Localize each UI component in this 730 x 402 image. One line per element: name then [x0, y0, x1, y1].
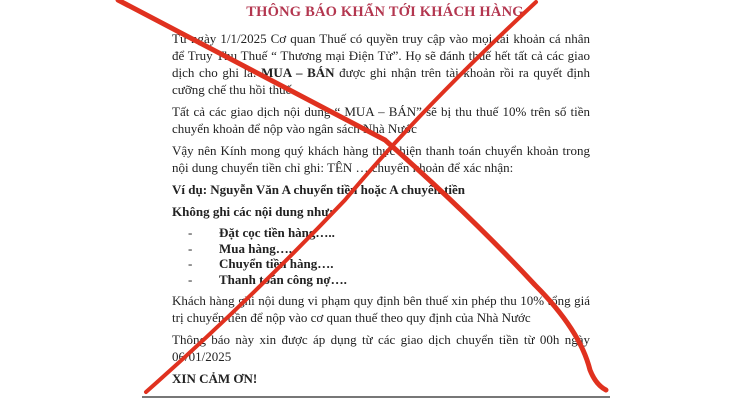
example-line: Ví dụ: Nguyễn Văn A chuyển tiền hoặc A chuyển tiền — [172, 182, 466, 197]
list-item-text: Mua hàng…. — [219, 240, 292, 256]
bullet: - — [188, 225, 193, 240]
bullet: - — [188, 240, 193, 256]
paragraph-1-bold: MUA – BÁN — [261, 65, 335, 80]
closing-text: XIN CẢM ƠN! — [172, 371, 258, 386]
do-not-heading: Không ghi các nội dung như: — [172, 204, 334, 219]
cross-stroke-2 — [146, 2, 536, 392]
paragraph-2: Tất cả các giao dịch nội dung “ MUA – BÁN” sẽ bị thu thuế 10% trên số tiền chuyển khoản để nộp vào ngân sách Nhà Nước — [172, 104, 590, 136]
notice-title: THÔNG BÁO KHẨN TỚI KHÁCH HÀNG — [246, 4, 524, 20]
paragraph-5: Thông báo này xin được áp dụng từ các giao dịch chuyển tiền từ 00h ngày 06/01/2025 — [172, 332, 590, 364]
list-item-text: Chuyển tiền hàng…. — [219, 256, 334, 271]
paragraph-1-text-end: được ghi nhận trên tài khoản rồi ra quyết định cưỡng chế thu hồi thuế. — [172, 65, 590, 97]
paragraph-4: Khách hàng ghi nội dung vi phạm quy định bên thuế xin phép thu 10% tổng giá trị chuyển tiền để nộp vào cơ quan thuế theo quy định của Nhà Nước — [172, 293, 590, 325]
list-item-text: Thanh toán công nợ…. — [219, 271, 347, 287]
bullet: - — [188, 256, 193, 271]
paragraph-1-text: Từ ngày 1/1/2025 Cơ quan Thuế có quyền truy cập vào mọi tài khoản cá nhân để Truy Thu Thuế “ Thương mại Điện Tử”. Họ sẽ đánh thuế hết tất cả các giao dịch cho ghi là: — [172, 31, 590, 80]
bullet: - — [188, 271, 193, 287]
paragraph-3: Vậy nên Kính mong quý khách hàng thực hiện thanh toán chuyển khoản trong nội dung chuyển tiền chỉ ghi: TÊN … chuyển khoản để xác nhận: — [172, 143, 590, 175]
cross-stroke-1 — [118, 0, 606, 390]
list-item-text: Đặt cọc tiền hàng….. — [219, 225, 335, 240]
